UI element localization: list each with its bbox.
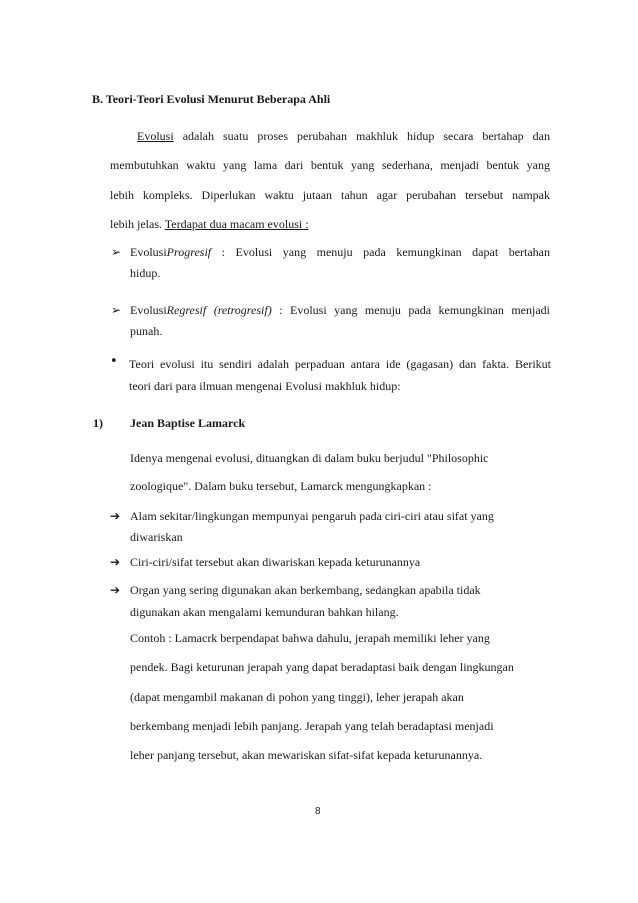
intro-line-4: lebih jelas. Terdapat dua macam evolusi : bbox=[110, 217, 309, 231]
section-1-title: Jean Baptise Lamarck bbox=[130, 416, 246, 430]
arrow-right-icon: ➔ bbox=[110, 583, 121, 597]
arrow-right-icon: ➔ bbox=[110, 509, 121, 523]
arrow-point-3-line-1: Organ yang sering digunakan akan berkembang, sedangkan apabila tidak bbox=[130, 583, 481, 597]
type-progresif-term: Progresif bbox=[166, 245, 212, 259]
arrow-point-3-line-2: digunakan akan mengalami kemunduran bahkan hilang. bbox=[130, 605, 399, 619]
note-line-1: Teori evolusi itu sendiri adalah perpaduan antara ide (gagasan) dan fakta. Berikut bbox=[129, 357, 551, 371]
evolusi-types-intro: Terdapat dua macam evolusi : bbox=[164, 217, 309, 231]
arrow-point-1-line-2: diwariskan bbox=[130, 530, 183, 544]
page-number: 8 bbox=[315, 806, 321, 817]
note-line-2: teori dari para ilmuan mengenai Evolusi makhluk hidup: bbox=[129, 379, 401, 393]
intro-line-2: membutuhkan waktu yang lama dari bentuk yang sederhana, menjadi bentuk yang bbox=[110, 158, 550, 172]
intro-line-3: lebih kompleks. Diperlukan waktu jutaan tahun agar perubahan tersebut nampak bbox=[110, 188, 550, 202]
section-1-number: 1) bbox=[93, 416, 103, 430]
arrowhead-bullet-icon: ➢ bbox=[111, 245, 122, 259]
section-heading: B. Teori-Teori Evolusi Menurut Beberapa Ahli bbox=[92, 92, 331, 106]
arrowhead-bullet-icon: ➢ bbox=[111, 303, 122, 317]
arrow-right-icon: ➔ bbox=[110, 555, 121, 569]
example-line-1: Contoh : Lamacrk berpendapat bahwa dahulu, jerapah memiliki leher yang bbox=[130, 631, 490, 645]
section-1-para-line-1: Idenya mengenai evolusi, dituangkan di dalam buku berjudul "Philosophic bbox=[130, 451, 489, 465]
type-progresif-line-2: hidup. bbox=[130, 266, 161, 280]
dot-bullet-icon: • bbox=[110, 354, 118, 369]
section-1-para-line-2: zoologique". Dalam buku tersebut, Lamarck mengungkapkan : bbox=[130, 479, 432, 493]
arrow-point-2-line-1: Ciri-ciri/sifat tersebut akan diwariskan kepada keturunannya bbox=[130, 555, 421, 569]
example-line-4: berkembang menjadi lebih panjang. Jerapah yang telah beradaptasi menjadi bbox=[130, 719, 494, 733]
arrow-point-1-line-1: Alam sekitar/lingkungan mempunyai pengaruh pada ciri-ciri atau sifat yang bbox=[130, 509, 494, 523]
type-progresif-line-1: EvolusiProgresif : Evolusi yang menuju pada kemungkinan dapat bertahan bbox=[130, 245, 551, 259]
example-line-2: pendek. Bagi keturunan jerapah yang dapat beradaptasi baik dengan lingkungan bbox=[130, 660, 514, 674]
type-regresif-line-2: punah. bbox=[130, 324, 163, 338]
type-regresif-term: Regresif (retrogresif) bbox=[166, 303, 272, 317]
evolusi-term: Evolusi bbox=[137, 129, 174, 143]
type-regresif-line-1: EvolusiRegresif (retrogresif) : Evolusi yang menuju pada kemungkinan menjadi bbox=[130, 303, 550, 317]
intro-line-1: Evolusi adalah suatu proses perubahan makhluk hidup secara bertahap dan bbox=[137, 129, 550, 143]
example-line-3: (dapat mengambil makanan di pohon yang tinggi), leher jerapah akan bbox=[130, 690, 464, 704]
example-line-5: leher panjang tersebut, akan mewariskan sifat-sifat kepada keturunannya. bbox=[130, 748, 483, 762]
